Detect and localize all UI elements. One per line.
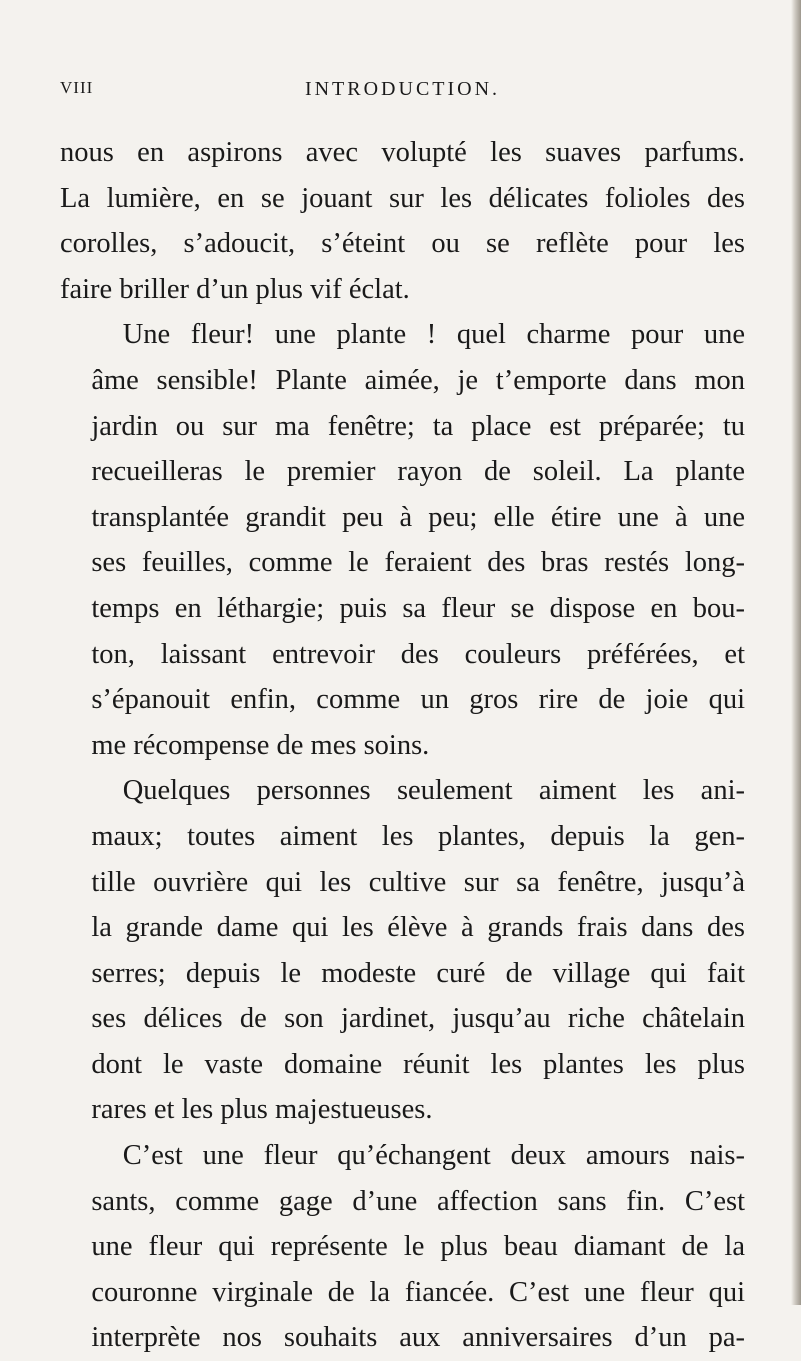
running-title: INTRODUCTION.: [304, 78, 501, 100]
text-line: tille ouvrière qui les cultive sur sa fenêtre, jusqu’à: [91, 866, 745, 898]
paragraph-3: [60, 768, 745, 1133]
text-line: La lumière, en se jouant sur les délicates folioles des: [60, 182, 745, 214]
text-line: corolles, s’adoucit, s’éteint ou se reflète pour les: [60, 228, 745, 260]
text-line: âme sensible! Plante aimée, je t’emporte dans mon: [91, 364, 745, 396]
text-line: maux; toutes aiment les plantes, depuis la gen-: [91, 820, 745, 852]
paragraph-4: [60, 1133, 745, 1361]
page-header: [60, 78, 745, 108]
text-line: sants, comme gage d’une affection sans fin. C’est: [91, 1185, 745, 1217]
text-line: interprète nos souhaits aux anniversaires d’un pa-: [91, 1322, 745, 1354]
text-line: rares et les plus majestueuses.: [91, 1094, 433, 1126]
text-line: ses délices de son jardinet, jusqu’au riche châtelain: [91, 1003, 745, 1035]
text-line: ses feuilles, comme le feraient des bras restés long-: [91, 547, 745, 579]
text-line: la grande dame qui les élève à grands frais dans des: [91, 912, 745, 944]
text-line: dont le vaste domaine réunit les plantes les plus: [91, 1048, 745, 1080]
text-line: jardin ou sur ma fenêtre; ta place est préparée; tu: [91, 410, 745, 442]
page-edge-shadow: [791, 0, 801, 1305]
text-line: s’épanouit enfin, comme un gros rire de joie qui: [91, 684, 745, 716]
paragraph-1: [60, 130, 745, 312]
text-line: ton, laissant entrevoir des couleurs préférées, et: [91, 638, 745, 670]
paragraph-2: [60, 312, 745, 768]
text-line: couronne virginale de la fiancée. C’est une fleur qui: [91, 1276, 745, 1308]
text-line: me récompense de mes soins.: [91, 729, 430, 761]
text-line: une fleur qui représente le plus beau diamant de la: [91, 1231, 745, 1263]
text-line: transplantée grandit peu à peu; elle étire une à une: [91, 501, 745, 533]
text-line: Quelques personnes seulement aiment les ani-: [122, 775, 745, 807]
text-line: recueilleras le premier rayon de soleil. La plante: [91, 456, 745, 488]
text-line: faire briller d’un plus vif éclat.: [60, 273, 410, 305]
body-text: [60, 130, 745, 1361]
text-line: Une fleur! une plante ! quel charme pour une: [122, 319, 745, 351]
text-line: temps en léthargie; puis sa fleur se dispose en bou-: [91, 592, 745, 624]
text-line: serres; depuis le modeste curé de village qui fait: [91, 957, 745, 989]
page-number: VIII: [60, 78, 94, 97]
text-line: nous en aspirons avec volupté les suaves parfums.: [60, 137, 745, 168]
text-line: C’est une fleur qu’échangent deux amours nais-: [122, 1140, 745, 1172]
